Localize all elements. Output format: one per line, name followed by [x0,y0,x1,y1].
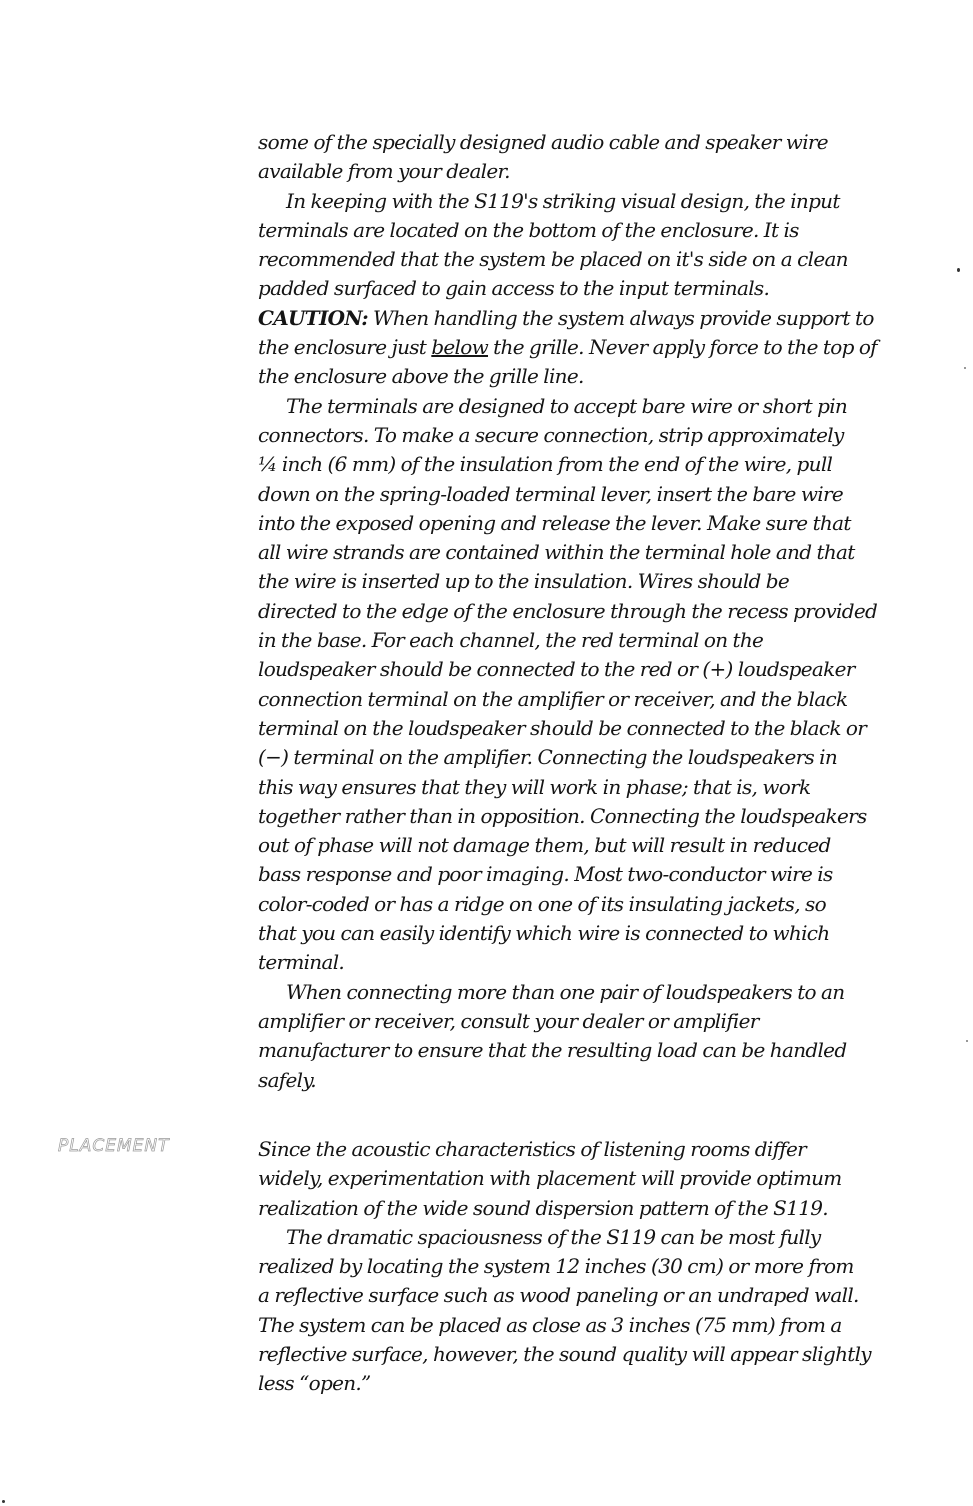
text-line: that you can easily identify which wire is connected to which [258,921,830,946]
connection-section [258,128,878,1095]
text-line: manufacturer to ensure that the resulting load can be handled [258,1038,847,1063]
caution-text: When handling the system always provide support to [367,305,874,330]
text-line: recommended that the system be placed on it's side on a clean [258,247,848,272]
text-line: in the base. For each channel, the red terminal on the [258,628,764,653]
text-line: padded surfaced to gain access to the input terminals. [258,276,770,301]
text-line: a reflective surface such as wood paneling or an undraped wall. [258,1283,859,1308]
text-line: reflective surface, however, the sound quality will appear slightly [258,1342,871,1367]
caution-line [258,333,877,362]
caution-line [258,304,874,333]
text-line: out of phase will not damage them, but will result in reduced [258,833,831,858]
text-line: together rather than in opposition. Connecting the loudspeakers [258,803,867,828]
text-line: down on the spring-loaded terminal lever, insert the bare wire [258,481,843,506]
text-line: Since the acoustic characteristics of listening rooms differ [258,1137,807,1161]
text-line: connection terminal on the amplifier or receiver, and the black [258,686,848,711]
text-line: this way ensures that they will work in phase; that is, work [258,774,811,799]
text-line: safely. [258,1067,316,1092]
caution-text: the grille. Never apply force to the top of [488,335,877,360]
text-line: directed to the edge of the enclosure through the recess provided [258,598,878,623]
text-line: The terminals are designed to accept bare wire or short pin [286,393,848,418]
caution-emphasis: below [431,335,489,360]
text-line: amplifier or receiver, consult your dealer or amplifier [258,1008,759,1033]
text-line: connectors. To make a secure connection, strip approximately [258,422,844,447]
text-line: In keeping with the S119's striking visual design, the input [286,188,840,213]
text-line: realization of the wide sound dispersion pattern of the S119. [258,1195,828,1220]
scan-speck [957,268,960,272]
caution-line: the enclosure above the grille line. [258,364,584,389]
text-line: terminal on the loudspeaker should be connected to the black or [258,715,867,740]
text-line: ¼ inch (6 mm) of the insulation from the end of the wire, pull [258,452,833,477]
placement-section [258,1135,871,1399]
text-line: The dramatic spaciousness of the S119 can be most fully [286,1224,821,1249]
section-heading-placement: PLACEMENT [58,1136,170,1156]
text-line: bass response and poor imaging. Most two-conductor wire is [258,862,833,887]
text-line: color-coded or has a ridge on one of its insulating jackets, so [258,891,826,916]
text-line: (−) terminal on the amplifier. Connecting the loudspeakers in [258,745,838,770]
text-line: loudspeaker should be connected to the red or (+) loudspeaker [258,657,855,682]
text-line: The system can be placed as close as 3 inches (75 mm) from a [258,1312,842,1337]
text-line: When connecting more than one pair of loudspeakers to an [286,979,845,1004]
scan-speck [2,1500,5,1503]
scan-speck [966,1040,968,1042]
caution-label: CAUTION: [258,305,368,330]
text-line: into the exposed opening and release the lever. Make sure that [258,510,851,535]
caution-text: the enclosure just [258,335,432,360]
text-line: widely, experimentation with placement will provide optimum [258,1166,842,1191]
text-line: terminal. [258,950,345,975]
text-line: all wire strands are contained within the terminal hole and that [258,540,855,565]
text-line: terminals are located on the bottom of the enclosure. It is [258,217,799,242]
text-line: realized by locating the system 12 inches (30 cm) or more from [258,1254,854,1279]
text-line: some of the specially designed audio cable and speaker wire [258,130,828,154]
text-line: available from your dealer. [258,159,510,184]
text-line: the wire is inserted up to the insulation. Wires should be [258,569,790,594]
text-line: less “open.” [258,1371,371,1396]
scan-speck [964,367,966,369]
